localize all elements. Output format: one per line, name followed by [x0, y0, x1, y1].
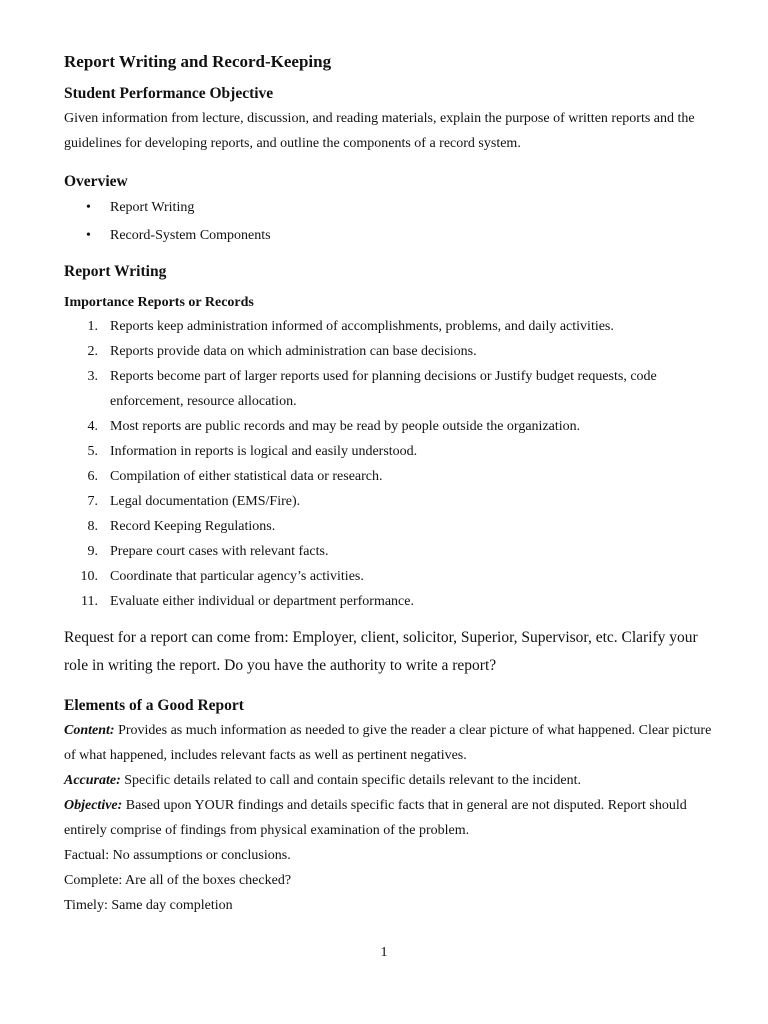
list-item: 2. Reports provide data on which administration can base decisions. [87, 344, 477, 359]
spo-text: Given information from lecture, discussion, and reading materials, explain the purpose of written reports and the guidelines for developing reports, and outline the components of a record system. [64, 111, 695, 151]
list-item: 8. Record Keeping Regulations. [87, 519, 276, 534]
importance-subheading: Importance Reports or Records [64, 295, 254, 310]
overview-heading: Overview [64, 173, 128, 190]
accurate-paragraph: Accurate: Specific details related to call and contain specific details relevant to the incident. [64, 773, 582, 788]
objective-paragraph: Objective: Based upon YOUR findings and details specific facts that in general are not disputed. Report should entirely comprise of findings from physical examination of the problem. [64, 798, 687, 838]
factual-line: Factual: No assumptions or conclusions. [64, 848, 291, 863]
list-item: • Record-System Components [64, 222, 724, 250]
list-item: 9. Prepare court cases with relevant facts. [87, 544, 329, 559]
elements-heading: Elements of a Good Report [64, 697, 244, 714]
list-item: 1. Reports keep administration informed of accomplishments, problems, and daily activities. [87, 319, 614, 334]
list-item: 7. Legal documentation (EMS/Fire). [87, 494, 301, 509]
list-item: • Report Writing [64, 194, 724, 222]
overview-list [64, 194, 724, 250]
bullet-icon: • [86, 228, 91, 243]
importance-list [64, 314, 724, 614]
request-paragraph: Request for a report can come from: Employer, client, solicitor, Superior, Supervisor, etc. Clarify your role in writing the report. Do you have the authority to write a report? [64, 629, 698, 674]
list-item: 4. Most reports are public records and may be read by people outside the organization. [87, 419, 581, 434]
list-item: 11. Evaluate either individual or department performance. [81, 594, 414, 609]
spo-heading: Student Performance Objective [64, 85, 274, 102]
bullet-icon: • [86, 200, 91, 215]
list-item: 6. Compilation of either statistical data or research. [87, 469, 383, 484]
timely-line: Timely: Same day completion [64, 898, 233, 913]
page-number: 1 [380, 945, 388, 960]
document-page [64, 50, 724, 918]
complete-line: Complete: Are all of the boxes checked? [64, 873, 292, 888]
list-item: 3. Reports become part of larger reports used for planning decisions or Justify budget requests, code enforcement, resource allocation. [87, 369, 657, 409]
list-item: 10. Coordinate that particular agency’s activities. [80, 569, 364, 584]
report-writing-heading: Report Writing [64, 263, 167, 280]
document-title: Report Writing and Record-Keeping [64, 52, 332, 71]
content-paragraph: Content: Provides as much information as needed to give the reader a clear picture of what happened. Clear picture of what happened, includes relevant facts as well as pertinent negatives. [64, 723, 712, 763]
list-item: 5. Information in reports is logical and easily understood. [87, 444, 418, 459]
